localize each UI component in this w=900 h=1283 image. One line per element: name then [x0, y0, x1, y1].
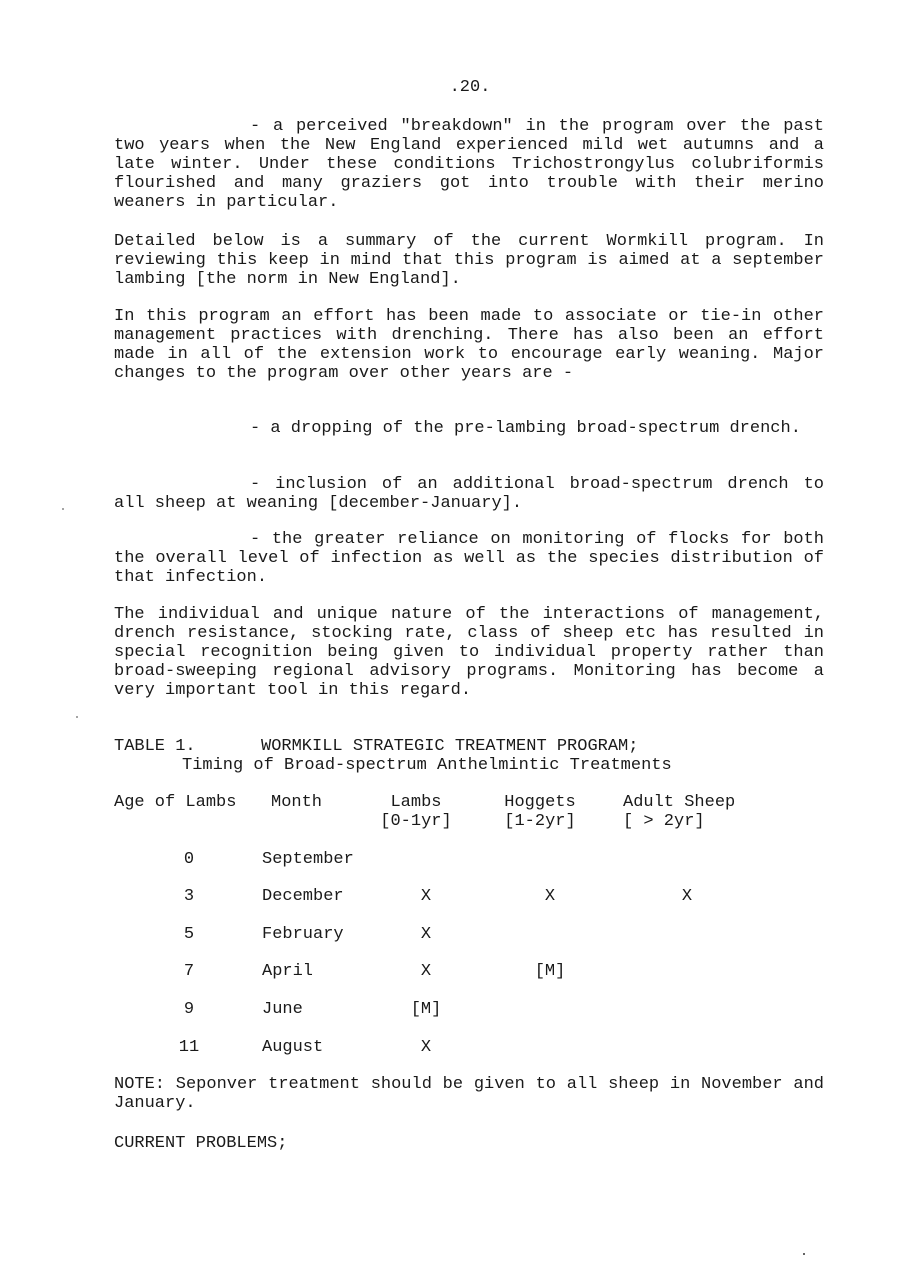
header-age: Age of Lambs — [114, 793, 237, 812]
cell-month: April — [262, 962, 314, 981]
cell-age: 9 — [183, 1000, 195, 1019]
cell-age: 3 — [183, 887, 195, 906]
paragraph-individual: The individual and unique nature of the interactions of management, drench resistance, stocking rate, class of sheep etc has resulted in special recognition being given to individual property rather than broad-sweeping regional advisory programs. Monitoring has become a very important tool in this regard. — [114, 605, 824, 700]
table-heading: WORMKILL STRATEGIC TREATMENT PROGRAM; — [261, 737, 639, 756]
cell-lambs: X — [420, 962, 432, 981]
paragraph-breakdown: - a perceived "breakdown" in the program over the past two years when the New England experienced mild wet autumns and a late winter. Under these conditions Trichostrongylus colubriformis flourished and many graziers got into trouble with their merino weaners in particular. — [114, 117, 824, 212]
cell-age: 0 — [183, 850, 195, 869]
header-adult-label: Adult Sheep — [623, 793, 736, 812]
cell-lambs: X — [420, 1038, 432, 1057]
cell-age: 11 — [178, 1038, 200, 1057]
header-adult-range: [ > 2yr] — [623, 812, 705, 831]
cell-month: February — [262, 925, 344, 944]
header-lambs — [376, 793, 456, 831]
cell-lambs: X — [420, 925, 432, 944]
page-number: .20. — [449, 78, 491, 97]
paragraph-management: In this program an effort has been made to associate or tie-in other management practices with drenching. There has also been an effort made in all of the extension work to encourage early weaning. Major changes to the program over other years are - — [114, 307, 824, 383]
header-hoggets — [500, 793, 580, 831]
cell-adult: X — [681, 887, 693, 906]
cell-age: 7 — [183, 962, 195, 981]
header-hoggets-range: [1-2yr] — [504, 812, 576, 831]
cell-hoggets: [M] — [534, 962, 566, 981]
paragraph-change-2: - inclusion of an additional broad-spectrum drench to all sheep at weaning [december-January]. — [114, 475, 824, 513]
header-month: Month — [271, 793, 323, 812]
cell-hoggets: X — [544, 887, 556, 906]
paragraph-change-3: - the greater reliance on monitoring of flocks for both the overall level of infection as well as the species distribution of that infection. — [114, 530, 824, 587]
table-label: TABLE 1. — [114, 737, 196, 756]
header-lambs-label: Lambs — [390, 793, 442, 812]
paragraph-change-1: - a dropping of the pre-lambing broad-spectrum drench. — [250, 419, 801, 438]
header-hoggets-label: Hoggets — [504, 793, 576, 812]
cell-month: June — [262, 1000, 303, 1019]
cell-month: September — [262, 850, 354, 869]
cell-month: December — [262, 887, 344, 906]
note-text: NOTE: Seponver treatment should be given to all sheep in November and January. — [114, 1075, 824, 1113]
cell-lambs: X — [420, 887, 432, 906]
cell-lambs: [M] — [410, 1000, 442, 1019]
section-heading: CURRENT PROBLEMS; — [114, 1134, 288, 1153]
table-title — [114, 737, 672, 775]
header-lambs-range: [0-1yr] — [380, 812, 452, 831]
scan-speck — [803, 1253, 805, 1255]
scan-speck — [62, 508, 64, 510]
cell-month: August — [262, 1038, 324, 1057]
cell-age: 5 — [183, 925, 195, 944]
paragraph-summary: Detailed below is a summary of the current Wormkill program. In reviewing this keep in mind that this program is aimed at a september lambing [the norm in New England]. — [114, 232, 824, 289]
scan-speck — [76, 716, 78, 718]
table-subtitle: Timing of Broad-spectrum Anthelmintic Treatments — [182, 756, 672, 775]
header-adult — [623, 793, 735, 831]
